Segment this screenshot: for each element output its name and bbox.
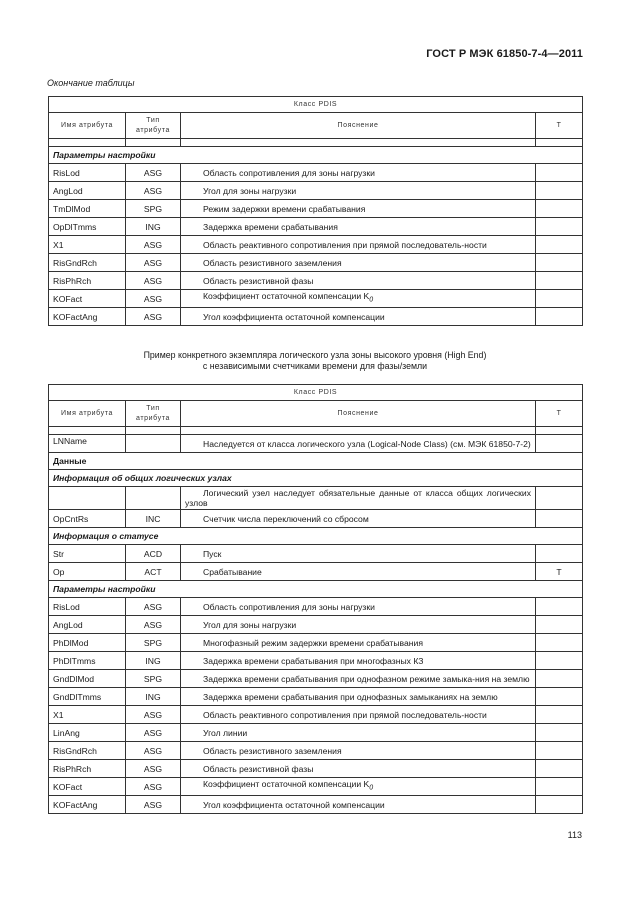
attr-type: ING	[126, 688, 181, 706]
attr-desc-text: Пуск	[203, 548, 222, 559]
attr-type: ING	[126, 652, 181, 670]
attr-name: OpDlTmms	[49, 218, 126, 236]
attr-name: X1	[49, 236, 126, 254]
attr-desc-text: Область резистивного заземления	[203, 745, 342, 756]
attr-desc	[181, 182, 536, 200]
attr-name: PhDlTmms	[49, 652, 126, 670]
class-title: Класс PDIS	[49, 97, 583, 113]
attr-t	[536, 290, 583, 308]
attr-desc-text: Задержка времени срабатывания	[203, 221, 338, 232]
attr-desc	[181, 796, 536, 814]
attr-type: ASG	[126, 724, 181, 742]
attr-desc-text: Наследуется от класса логического узла (Logical-Node Class) (см. МЭК 61850-7-2)	[203, 438, 531, 449]
attr-t	[536, 164, 583, 182]
attr-desc	[181, 254, 536, 272]
section-settings: Параметры настройки	[49, 147, 583, 164]
attr-desc	[181, 688, 536, 706]
attr-desc	[181, 706, 536, 724]
attr-t	[536, 652, 583, 670]
attr-type: ING	[126, 218, 181, 236]
pdis-example-table	[48, 384, 583, 814]
attr-desc-text: Область резистивного заземления	[203, 257, 342, 268]
attr-desc	[181, 435, 536, 453]
attr-type: SPG	[126, 200, 181, 218]
attr-type: ASG	[126, 308, 181, 326]
col-t: T	[536, 113, 583, 139]
attr-desc	[181, 742, 536, 760]
attr-type: ASG	[126, 272, 181, 290]
attr-desc	[181, 218, 536, 236]
attr-type: INC	[126, 510, 181, 528]
col-explanation: Пояснение	[181, 401, 536, 427]
attr-desc-text: Область резистивной фазы	[203, 763, 314, 774]
attr-t	[536, 598, 583, 616]
attr-desc	[181, 778, 536, 796]
table-row	[49, 742, 583, 760]
attr-desc	[181, 510, 536, 528]
attr-t	[536, 254, 583, 272]
document-id: ГОСТ Р МЭК 61850-7-4—2011	[426, 48, 583, 60]
attr-t	[536, 688, 583, 706]
attr-desc-text: Область реактивного сопротивления при прямой последователь-ности	[203, 239, 487, 250]
col-t: T	[536, 401, 583, 427]
attr-t	[536, 706, 583, 724]
attr-name: KOFact	[49, 778, 126, 796]
attr-desc	[181, 634, 536, 652]
attr-t	[536, 742, 583, 760]
table-row	[49, 510, 583, 528]
attr-desc	[181, 164, 536, 182]
attr-desc-text: Коэффициент остаточной компенсации K	[203, 779, 370, 790]
attr-t	[536, 236, 583, 254]
attr-desc-text: Задержка времени срабатывания при многофазных КЗ	[203, 655, 424, 666]
attr-name: TmDlMod	[49, 200, 126, 218]
attr-name: RisLod	[49, 164, 126, 182]
example-caption-line2: с независимыми счетчиками времени для фазы/земли	[202, 361, 428, 371]
attr-desc	[181, 308, 536, 326]
attr-t	[536, 272, 583, 290]
col-explanation: Пояснение	[181, 113, 536, 139]
attr-t	[536, 308, 583, 326]
attr-desc	[181, 545, 536, 563]
attr-type: ASG	[126, 290, 181, 308]
attr-desc-text: Режим задержки времени срабатывания	[203, 203, 366, 214]
table-row	[49, 435, 583, 453]
col-attr-name: Имя атрибута	[49, 401, 126, 427]
attr-desc	[181, 200, 536, 218]
table-row	[49, 182, 583, 200]
attr-t	[536, 760, 583, 778]
attr-desc-text: Область резистивной фазы	[203, 275, 314, 286]
table-row	[49, 563, 583, 581]
attr-desc-text: Угол для зоны нагрузки	[203, 185, 297, 196]
attr-type: SPG	[126, 670, 181, 688]
attr-name: X1	[49, 706, 126, 724]
attr-desc-text: Область сопротивления для зоны нагрузки	[203, 601, 375, 612]
col-attr-type: Тип атрибута	[126, 401, 181, 427]
attr-desc-text: Срабатывание	[203, 566, 262, 577]
table-row	[49, 652, 583, 670]
table-row	[49, 164, 583, 182]
table-row	[49, 778, 583, 796]
attr-type: ASG	[126, 796, 181, 814]
section-settings: Параметры настройки	[49, 581, 583, 598]
attr-desc-text: Угол линии	[203, 727, 248, 738]
attr-name: PhDlMod	[49, 634, 126, 652]
attr-type: ASG	[126, 164, 181, 182]
col-attr-type: Тип атрибута	[126, 113, 181, 139]
attr-desc	[181, 616, 536, 634]
attr-desc-text: Угол коэффициента остаточной компенсации	[203, 311, 385, 322]
attr-t: T	[536, 563, 583, 581]
attr-name: LinAng	[49, 724, 126, 742]
attr-desc	[181, 760, 536, 778]
section-data: Данные	[49, 453, 583, 470]
attr-desc	[181, 272, 536, 290]
attr-t	[536, 545, 583, 563]
table-row	[49, 200, 583, 218]
attr-type: ACD	[126, 545, 181, 563]
attr-desc	[181, 290, 536, 308]
table-row	[49, 616, 583, 634]
attr-type: ASG	[126, 182, 181, 200]
attr-type: ASG	[126, 706, 181, 724]
attr-desc-text: Область реактивного сопротивления при прямой последователь-ности	[203, 709, 487, 720]
attr-type: ASG	[126, 760, 181, 778]
attr-type: ASG	[126, 236, 181, 254]
attr-name	[49, 487, 126, 510]
attr-type: ASG	[126, 616, 181, 634]
subscript: 0	[369, 296, 374, 304]
attr-t	[536, 200, 583, 218]
table-row	[49, 688, 583, 706]
table-row	[49, 218, 583, 236]
attr-t	[536, 510, 583, 528]
attr-name: GndDlMod	[49, 670, 126, 688]
pdis-table-end	[48, 96, 583, 326]
attr-desc	[181, 236, 536, 254]
table-row	[49, 272, 583, 290]
attr-type: ASG	[126, 742, 181, 760]
attr-name: KOFact	[49, 290, 126, 308]
page-number: 113	[567, 830, 582, 840]
attr-desc-text: Задержка времени срабатывания при однофазных замыканиях на землю	[203, 691, 498, 702]
attr-t	[536, 724, 583, 742]
attr-type: SPG	[126, 634, 181, 652]
attr-desc	[181, 598, 536, 616]
attr-desc-text: Угол для зоны нагрузки	[203, 619, 297, 630]
section-common-ln: Информация об общих логических узлах	[49, 470, 583, 487]
attr-desc-text: Многофазный режим задержки времени срабатывания	[203, 637, 423, 648]
table-row	[49, 290, 583, 308]
attr-t	[536, 778, 583, 796]
attr-type: ASG	[126, 598, 181, 616]
attr-desc	[181, 724, 536, 742]
attr-name: LNName	[49, 435, 126, 453]
attr-desc-text: Счетчик числа переключений со сбросом	[203, 513, 369, 524]
attr-desc-text: Логический узел наследует обязательные данные от класса общих логических узлов	[185, 488, 531, 508]
attr-type: ASG	[126, 778, 181, 796]
table-row	[49, 634, 583, 652]
attr-name: AngLod	[49, 616, 126, 634]
table-row	[49, 487, 583, 510]
attr-t	[536, 487, 583, 510]
section-status: Информация о статусе	[49, 528, 583, 545]
table-row	[49, 724, 583, 742]
attr-name: OpCntRs	[49, 510, 126, 528]
attr-name: RisPhRch	[49, 760, 126, 778]
attr-t	[536, 634, 583, 652]
col-attr-name: Имя атрибута	[49, 113, 126, 139]
table-row	[49, 670, 583, 688]
table-row	[49, 796, 583, 814]
example-caption-line1: Пример конкретного экземпляра логического узла зоны высокого уровня (High End)	[143, 350, 487, 360]
attr-type: ACT	[126, 563, 181, 581]
attr-desc	[181, 563, 536, 581]
attr-name: AngLod	[49, 182, 126, 200]
attr-desc-text: Область сопротивления для зоны нагрузки	[203, 167, 375, 178]
example-caption	[48, 350, 582, 372]
table-row	[49, 706, 583, 724]
attr-desc	[181, 487, 536, 510]
attr-type	[126, 487, 181, 510]
attr-t	[536, 182, 583, 200]
table-row	[49, 254, 583, 272]
attr-name: KOFactAng	[49, 308, 126, 326]
attr-desc-text: Коэффициент остаточной компенсации K	[203, 291, 370, 302]
table-row	[49, 760, 583, 778]
attr-t	[536, 616, 583, 634]
attr-desc	[181, 670, 536, 688]
attr-desc-text: Задержка времени срабатывания при однофазном режиме замыка-ния на землю	[203, 673, 530, 684]
attr-name: GndDlTmms	[49, 688, 126, 706]
table-row	[49, 236, 583, 254]
attr-t	[536, 796, 583, 814]
attr-name: Op	[49, 563, 126, 581]
table-row	[49, 598, 583, 616]
attr-name: RisGndRch	[49, 742, 126, 760]
attr-type: ASG	[126, 254, 181, 272]
attr-name: RisLod	[49, 598, 126, 616]
subscript: 0	[369, 784, 374, 792]
attr-name: Str	[49, 545, 126, 563]
attr-desc	[181, 652, 536, 670]
attr-name: RisPhRch	[49, 272, 126, 290]
attr-name: RisGndRch	[49, 254, 126, 272]
table-row	[49, 545, 583, 563]
attr-desc-text: Угол коэффициента остаточной компенсации	[203, 799, 385, 810]
attr-name: KOFactAng	[49, 796, 126, 814]
attr-t	[536, 670, 583, 688]
attr-t	[536, 218, 583, 236]
class-title: Класс PDIS	[49, 385, 583, 401]
table-row	[49, 308, 583, 326]
table-continuation-caption: Окончание таблицы	[47, 78, 135, 88]
